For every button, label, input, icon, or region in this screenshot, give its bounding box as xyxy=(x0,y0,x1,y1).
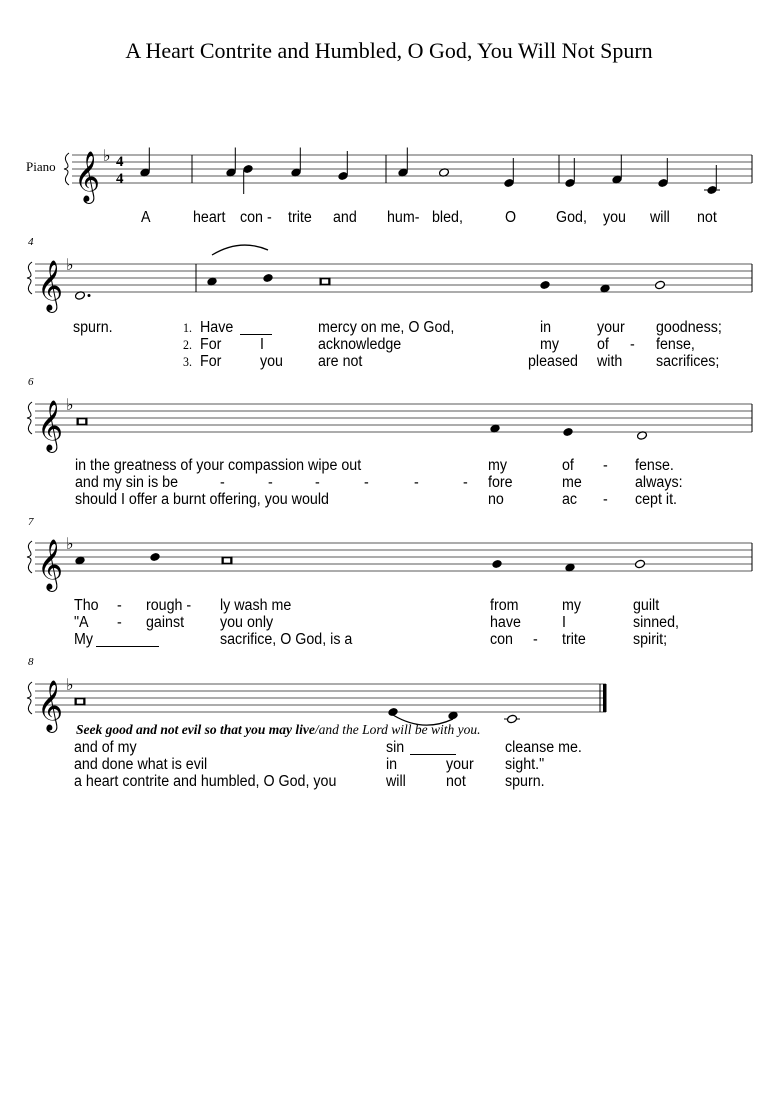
lyric: no xyxy=(488,491,504,508)
measure-number: 6 xyxy=(28,376,34,388)
lyric: you only xyxy=(220,614,274,631)
hyphen: - xyxy=(463,474,468,491)
lyric: pleased xyxy=(528,353,578,370)
lyric: ly wash me xyxy=(220,597,292,614)
measure-number: 7 xyxy=(28,516,34,528)
treble-clef-icon: 𝄞 xyxy=(74,151,101,202)
treble-clef-icon: 𝄞 xyxy=(37,680,64,731)
lyric: - xyxy=(117,614,122,631)
lyric: acknowledge xyxy=(318,336,402,353)
hyphen: - xyxy=(414,474,419,491)
lyric: not xyxy=(697,209,717,226)
lyric: trite xyxy=(288,209,312,226)
lyric: of xyxy=(597,336,609,353)
brace-icon xyxy=(27,262,32,294)
lyric: goodness; xyxy=(656,319,722,336)
hyphen: - xyxy=(220,474,225,491)
lyric: I xyxy=(260,336,264,353)
lyric: For xyxy=(200,353,222,370)
lyric: hum- xyxy=(387,209,420,226)
lyric: My xyxy=(74,631,94,648)
melisma-line xyxy=(96,646,159,647)
lyric: - xyxy=(603,457,608,474)
breve-note xyxy=(76,699,84,705)
lyric: God, xyxy=(556,209,587,226)
score-title: A Heart Contrite and Humbled, O God, You Will Not Spurn xyxy=(125,38,653,63)
lyric: mercy on me, O God, xyxy=(318,319,455,336)
lyric: heart xyxy=(193,209,226,226)
breve-note xyxy=(321,279,329,285)
slur xyxy=(212,245,268,255)
lyric: cept it. xyxy=(635,491,678,508)
note-head xyxy=(150,552,161,562)
lyric: - xyxy=(603,491,608,508)
note-head xyxy=(540,280,551,290)
breve-note xyxy=(223,558,231,564)
measure-number: 8 xyxy=(28,656,34,668)
lyric: spurn. xyxy=(73,319,113,336)
lyric: rough - xyxy=(146,597,192,614)
lyric: A xyxy=(141,209,151,226)
note-head xyxy=(635,559,646,569)
flat-icon: ♭ xyxy=(66,675,74,694)
response-bold: Seek good and not evil so that you may live xyxy=(76,722,315,737)
verse-number: 3. xyxy=(183,354,192,369)
lyric: and done what is evil xyxy=(74,756,208,773)
note-head xyxy=(507,714,518,724)
lyric: my xyxy=(562,597,582,614)
brace-icon xyxy=(64,153,69,185)
note-head xyxy=(563,427,574,437)
response-rest: /and the Lord will be with you. xyxy=(314,722,481,737)
verse-number: 2. xyxy=(183,337,192,352)
melisma-line xyxy=(240,334,272,335)
lyric: your xyxy=(446,756,474,773)
response-text xyxy=(76,722,481,738)
note-head xyxy=(492,559,503,569)
note-head xyxy=(263,273,274,283)
lyric: have xyxy=(490,614,521,631)
time-signature-top: 4 xyxy=(116,154,124,170)
hyphen: - xyxy=(268,474,273,491)
lyric: and of my xyxy=(74,739,137,756)
note-head xyxy=(655,280,666,290)
lyric: my xyxy=(488,457,508,474)
treble-clef-icon: 𝄞 xyxy=(37,539,64,590)
measure-number: 4 xyxy=(28,236,34,248)
lyric: a heart contrite and humbled, O God, you xyxy=(74,773,337,790)
lyric: guilt xyxy=(633,597,660,614)
augmentation-dot xyxy=(88,294,91,297)
lyric: fense. xyxy=(635,457,674,474)
lyric: con - xyxy=(240,209,272,226)
lyric: I xyxy=(562,614,566,631)
treble-clef-icon: 𝄞 xyxy=(37,400,64,451)
brace-icon xyxy=(27,541,32,573)
lyric: spirit; xyxy=(633,631,668,648)
lyric: spurn. xyxy=(505,773,545,790)
breve-note xyxy=(78,419,86,425)
treble-clef-icon: 𝄞 xyxy=(37,260,64,311)
lyric: should I offer a burnt offering, you would xyxy=(75,491,329,508)
lyric: bled, xyxy=(432,209,463,226)
time-signature-bottom: 4 xyxy=(116,171,124,187)
lyric: of xyxy=(562,457,574,474)
lyric: you xyxy=(603,209,626,226)
lyric: For xyxy=(200,336,222,353)
lyric: con xyxy=(490,631,513,648)
lyric: Have xyxy=(200,319,234,336)
lyric: ac xyxy=(562,491,578,508)
lyric: and my sin is be xyxy=(75,474,179,491)
lyric: from xyxy=(490,597,519,614)
flat-icon: ♭ xyxy=(66,395,74,414)
lyric: trite xyxy=(562,631,586,648)
lyric: sin xyxy=(386,739,405,756)
lyric: fense, xyxy=(656,336,695,353)
hyphen: - xyxy=(364,474,369,491)
melisma-line xyxy=(410,754,456,755)
lyric: in xyxy=(386,756,398,773)
lyric: my xyxy=(540,336,560,353)
hyphen: - xyxy=(315,474,320,491)
flat-icon: ♭ xyxy=(66,534,74,553)
lyric: me xyxy=(562,474,582,491)
lyric: always: xyxy=(635,474,683,491)
lyric: sinned, xyxy=(633,614,679,631)
lyric: will xyxy=(650,209,670,226)
lyric: with xyxy=(597,353,623,370)
flat-icon: ♭ xyxy=(103,146,111,165)
lyric: in xyxy=(540,319,552,336)
lyric: sacrifices; xyxy=(656,353,720,370)
final-barline xyxy=(603,684,607,712)
lyric: will xyxy=(386,773,406,790)
lyric: sight." xyxy=(505,756,545,773)
flat-icon: ♭ xyxy=(66,255,74,274)
lyric: - xyxy=(630,336,635,353)
lyric: you xyxy=(260,353,283,370)
lyric: sacrifice, O God, is a xyxy=(220,631,353,648)
lyric: O xyxy=(505,209,517,226)
lyric: - xyxy=(533,631,538,648)
verse-number: 1. xyxy=(183,320,192,335)
instrument-label: Piano xyxy=(26,159,56,174)
lyric: "A xyxy=(74,614,89,631)
lyric: are not xyxy=(318,353,363,370)
lyric: gainst xyxy=(146,614,185,631)
brace-icon xyxy=(27,682,32,714)
lyric: - xyxy=(117,597,122,614)
lyric: your xyxy=(597,319,625,336)
lyric: fore xyxy=(488,474,513,491)
lyric: cleanse me. xyxy=(505,739,582,756)
brace-icon xyxy=(27,402,32,434)
lyric: not xyxy=(446,773,466,790)
lyric: in the greatness of your compassion wipe out xyxy=(75,457,362,474)
lyric: Tho xyxy=(74,597,99,614)
lyric: and xyxy=(333,209,357,226)
